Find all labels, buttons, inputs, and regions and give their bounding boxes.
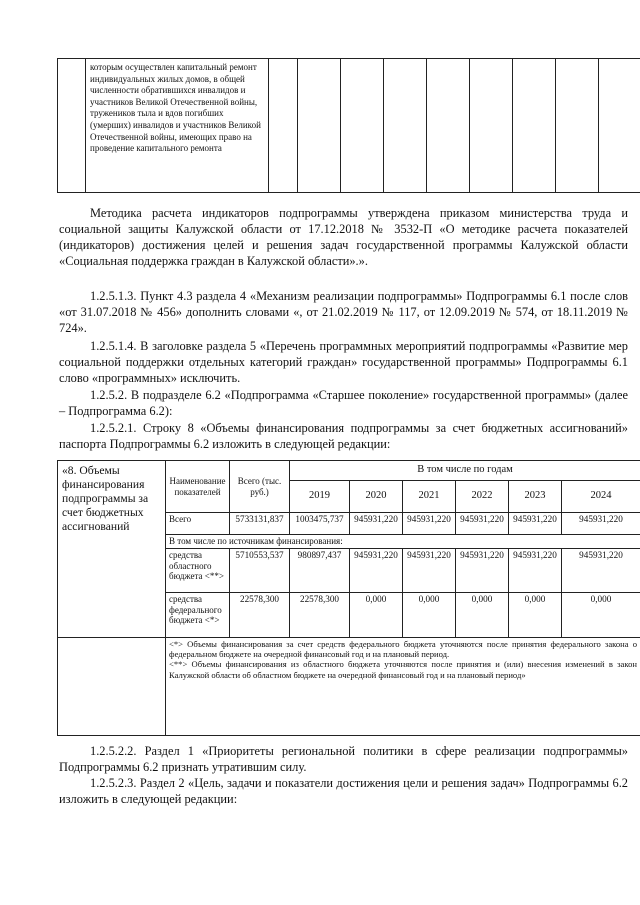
row-value: 945931,220 xyxy=(456,549,509,593)
row-value: 0,000 xyxy=(562,593,640,637)
row-value: 945931,220 xyxy=(509,549,562,593)
paragraph-1-2-5-2-3: 1.2.5.2.3. Раздел 2 «Цель, задачи и показатели достижения цели и решения задач» Подпрограммы 6.2 изложить в следующей редакции: xyxy=(59,776,628,806)
row-value: 1003475,737 xyxy=(290,513,350,535)
column-header-total: Всего (тыс. руб.) xyxy=(230,461,290,513)
note-regional: <**> Объемы финансирования из областного бюджета уточняются после принятия и (или) внесения изменений в закон Калужской области об областном бюджете на очередной финансовый год и на плановый период» xyxy=(169,659,637,680)
indicator-table-fragment xyxy=(57,58,640,193)
row-value: 945931,220 xyxy=(562,549,640,593)
funding-notes xyxy=(166,637,640,735)
year-header: 2020 xyxy=(350,481,403,513)
funding-row-label: «8. Объемы финансирования подпрограммы за счет бюджетных ассигнований xyxy=(58,461,166,638)
row-value: 945931,220 xyxy=(562,513,640,535)
table-cell xyxy=(341,59,384,193)
table-cell-indicator xyxy=(86,59,269,193)
row-value: 0,000 xyxy=(509,593,562,637)
row-total: 5733131,837 xyxy=(230,513,290,535)
paragraph-1-2-5-1-4: 1.2.5.1.4. В заголовке раздела 5 «Перечень программных мероприятий подпрограммы «Развитие мер социальной поддержки отдельных категорий граждан» государственной программы» Подпрограммы 6.1 слово «программных» исключить. xyxy=(59,339,628,385)
paragraph-1-2-5-2-1: 1.2.5.2.1. Строку 8 «Объемы финансирования подпрограммы за счет бюджетных ассигнований» паспорта Подпрограммы 6.2 изложить в следующей редакции: xyxy=(59,421,628,451)
row-name: средства областного бюджета <**> xyxy=(166,549,230,593)
row-name: Всего xyxy=(166,513,230,535)
row-value: 945931,220 xyxy=(350,513,403,535)
paragraph-methodology: Методика расчета индикаторов подпрограммы утверждена приказом министерства труда и социальной защиты Калужской области от 17.12.2018 № 3532-П «О методике расчета показателей (индикаторов) достижения целей и решения задач государственной программы Калужской области «Социальная поддержка граждан в Калужской области».». xyxy=(59,206,628,268)
year-header: 2024 xyxy=(562,481,640,513)
note-federal: <*> Объемы финансирования за счет средств федерального бюджета уточняются после принятия федерального закона о федеральном бюджете на очередной финансовый год и на плановый период. xyxy=(169,638,637,660)
row-value: 980897,437 xyxy=(290,549,350,593)
sources-header: В том числе по источникам финансирования: xyxy=(166,535,640,549)
row-value: 945931,220 xyxy=(350,549,403,593)
funding-table xyxy=(57,460,640,736)
table-cell xyxy=(513,59,556,193)
year-header: 2023 xyxy=(509,481,562,513)
year-header: 2019 xyxy=(290,481,350,513)
row-name: средства федерального бюджета <*> xyxy=(166,593,230,637)
row-total: 22578,300 xyxy=(230,593,290,637)
indicator-text: которым осуществлен капитальный ремонт индивидуальных жилых домов, в общей численности обратившихся инвалидов и участников Великой Отечественной войны, тружеников тыла и вдов погибших (умерших) инвалидов и участников Великой Отечественной войны, имеющих право на проведение капитального ремонта xyxy=(90,62,261,154)
table-cell-number xyxy=(58,59,86,193)
row-value: 945931,220 xyxy=(509,513,562,535)
table-cell xyxy=(556,59,599,193)
year-header: 2022 xyxy=(456,481,509,513)
table-cell xyxy=(427,59,470,193)
row-value: 0,000 xyxy=(456,593,509,637)
row-value: 945931,220 xyxy=(403,513,456,535)
row-value: 945931,220 xyxy=(403,549,456,593)
paragraph-1-2-5-2: 1.2.5.2. В подразделе 6.2 «Подпрограмма «Старшее поколение» государственной программы» (далее – Подпрограмма 6.2): xyxy=(59,388,628,418)
table-cell xyxy=(384,59,427,193)
row-value: 0,000 xyxy=(403,593,456,637)
row-total: 5710553,537 xyxy=(230,549,290,593)
row-value: 22578,300 xyxy=(290,593,350,637)
column-header-years: В том числе по годам xyxy=(290,461,640,481)
row-value: 945931,220 xyxy=(456,513,509,535)
column-header-name: Наименование показателей xyxy=(166,461,230,513)
table-cell xyxy=(269,59,298,193)
row-value: 0,000 xyxy=(350,593,403,637)
table-cell xyxy=(298,59,341,193)
table-cell xyxy=(470,59,513,193)
paragraph-1-2-5-1-3: 1.2.5.1.3. Пункт 4.3 раздела 4 «Механизм реализации подпрограммы» Подпрограммы 6.1 после слов «от 31.07.2018 № 456» дополнить словами «, от 21.02.2019 № 117, от 12.09.2019 № 574, от 18.11.2019 № 724». xyxy=(59,289,628,335)
table-cell xyxy=(599,59,640,193)
label-cell-continuation xyxy=(58,637,166,735)
paragraph-1-2-5-2-2: 1.2.5.2.2. Раздел 1 «Приоритеты региональной политики в сфере реализации подпрограммы» Подпрограммы 6.2 признать утратившим силу. xyxy=(59,744,628,774)
year-header: 2021 xyxy=(403,481,456,513)
